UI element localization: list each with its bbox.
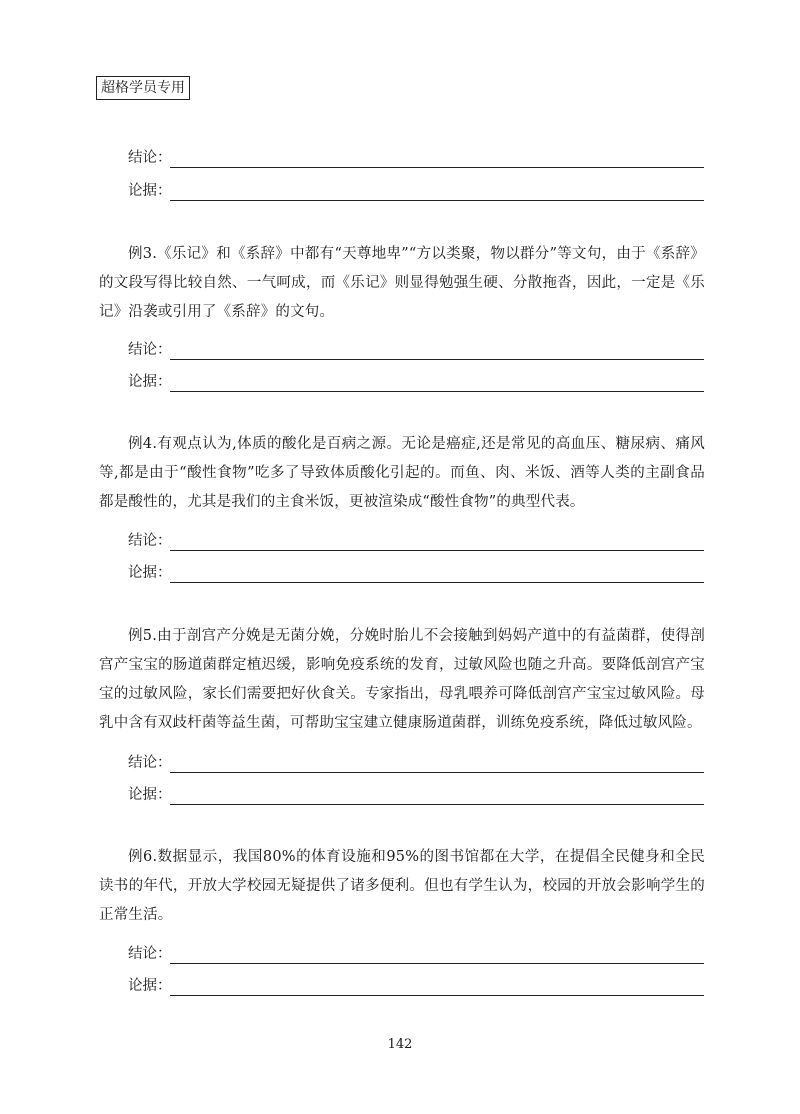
conclusion-label: 结论： <box>128 533 172 549</box>
answer-blank[interactable] <box>170 359 704 360</box>
answer-blank[interactable] <box>170 391 704 392</box>
evidence-label: 论据： <box>128 978 172 994</box>
evidence-line-4[interactable] <box>128 560 704 586</box>
example-4-text: 例4.有观点认为,体质的酸化是百病之源。无论是癌症,还是常见的高血压、糖尿病、痛风等,都是由于“酸性食物”吃多了导致体质酸化引起的。而鱼、肉、米饭、酒等人类的主副食品都是酸性的，尤其是我们的主食米饭，更被渲染成“酸性食物”的典型代表。 <box>99 436 705 510</box>
evidence-line-5[interactable] <box>128 782 704 808</box>
example-3-text: 例3.《乐记》和《系辞》中都有“天尊地卑”“方以类聚，物以群分”等文句，由于《系辞》的文段写得比较自然、一气呵成，而《乐记》则显得勉强生硬、分散拖沓，因此，一定是《乐记》沿袭或引用了《系辞》的文句。 <box>99 246 705 320</box>
conclusion-line-1[interactable] <box>128 145 704 171</box>
example-6-text: 例6.数据显示，我国80%的体育设施和95%的图书馆都在大学，在提倡全民健身和全民读书的年代，开放大学校园无疑提供了诸多便利。但也有学生认为，校园的开放会影响学生的正常生活。 <box>99 849 705 923</box>
example-5-text: 例5.由于剖宫产分娩是无菌分娩，分娩时胎儿不会接触到妈妈产道中的有益菌群，使得剖宫产宝宝的肠道菌群定植迟缓，影响免疫系统的发育，过敏风险也随之升高。要降低剖宫产宝宝的过敏风险，家长们需要把好伙食关。专家指出，母乳喂养可降低剖宫产宝宝过敏风险。母乳中含有双歧杆菌等益生菌，可帮助宝宝建立健康肠道菌群，训练免疫系统，降低过敏风险。 <box>99 628 705 731</box>
answer-blank[interactable] <box>170 200 704 201</box>
conclusion-line-3[interactable] <box>128 337 704 363</box>
page-number: 142 <box>387 1037 413 1052</box>
evidence-label: 论据： <box>128 374 172 390</box>
conclusion-label: 结论： <box>128 150 172 166</box>
evidence-label: 论据： <box>128 183 172 199</box>
evidence-line-6[interactable] <box>128 973 704 999</box>
student-only-badge: 超格学员专用 <box>96 76 190 100</box>
evidence-line-1[interactable] <box>128 178 704 204</box>
answer-blank[interactable] <box>170 550 704 551</box>
conclusion-label: 结论： <box>128 342 172 358</box>
answer-blank[interactable] <box>170 963 704 964</box>
conclusion-label: 结论： <box>128 946 172 962</box>
conclusion-line-6[interactable] <box>128 941 704 967</box>
answer-blank[interactable] <box>170 167 704 168</box>
conclusion-label: 结论： <box>128 755 172 771</box>
conclusion-line-5[interactable] <box>128 750 704 776</box>
evidence-line-3[interactable] <box>128 369 704 395</box>
evidence-label: 论据： <box>128 787 172 803</box>
answer-blank[interactable] <box>170 804 704 805</box>
answer-blank[interactable] <box>170 995 704 996</box>
conclusion-line-4[interactable] <box>128 528 704 554</box>
answer-blank[interactable] <box>170 772 704 773</box>
evidence-label: 论据： <box>128 565 172 581</box>
answer-blank[interactable] <box>170 582 704 583</box>
